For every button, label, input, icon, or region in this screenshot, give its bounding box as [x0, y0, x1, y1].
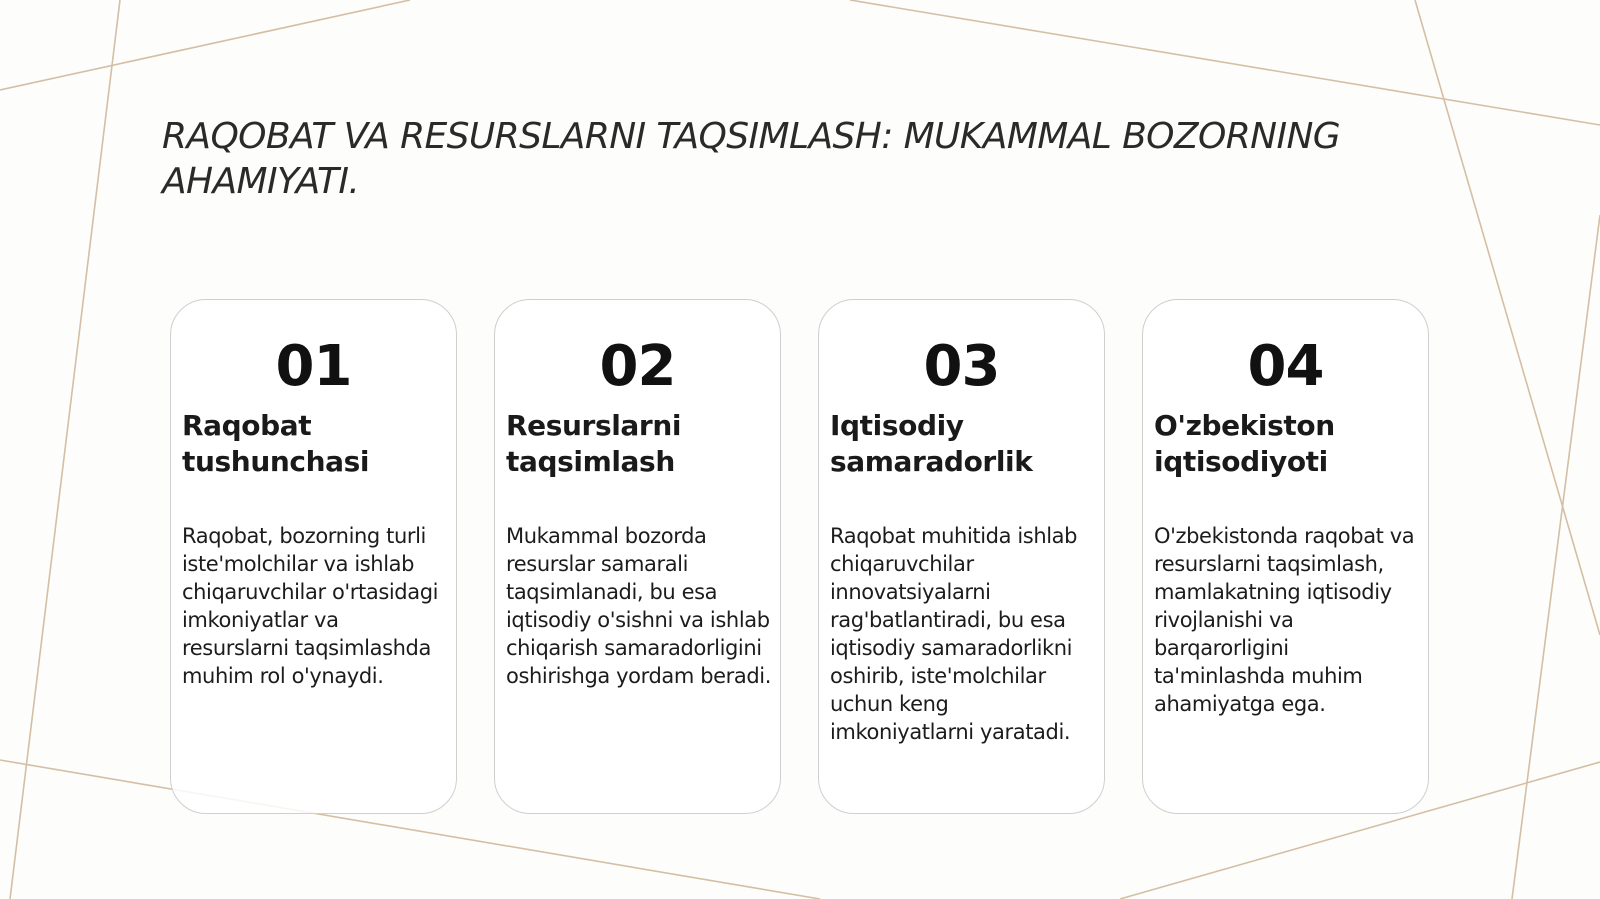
deco-line: [1415, 0, 1600, 635]
card-heading: O'zbekiston iqtisodiyoti: [1154, 409, 1335, 478]
card-body: Raqobat, bozorning turli iste'molchilar va ishlab chiqaruvchilar o'rtasidagi imkoniyatlar va resurslarni taqsimlashda muhim rol o'ynaydi.: [182, 524, 439, 688]
card-number: 01: [275, 334, 352, 399]
deco-line: [1512, 215, 1600, 899]
card-body: Raqobat muhitida ishlab chiqaruvchilar innovatsiyalarni rag'batlantiradi, bu esa iqtisodiy samaradorlikni oshirib, iste'molchilar uchun keng imkoniyatlarni yaratadi.: [830, 524, 1078, 744]
card-heading: Iqtisodiy samaradorlik: [830, 409, 1033, 478]
card-raqobat-tushunchasi: [170, 299, 457, 814]
card-number: 02: [599, 334, 676, 399]
card-body: O'zbekistonda raqobat va resurslarni taqsimlash, mamlakatning iqtisodiy rivojlanishi va barqarorligini ta'minlashda muhim ahamiyatga ega.: [1154, 524, 1415, 716]
card-number: 03: [923, 334, 1000, 399]
card-resurslarni-taqsimlash: [494, 299, 781, 814]
slide-title: RAQOBAT VA RESURSLARNI TAQSIMLASH: MUKAMMAL BOZORNING AHAMIYATI.: [162, 116, 1341, 202]
card-ozbekiston-iqtisodiyoti: [1142, 299, 1429, 814]
card-number: 04: [1247, 334, 1324, 399]
card-heading: Raqobat tushunchasi: [182, 409, 370, 478]
card-body: Mukammal bozorda resurslar samarali taqsimlanadi, bu esa iqtisodiy o'sishni va ishlab chiqarish samaradorligini oshirishga yordam beradi.: [506, 524, 771, 688]
deco-line: [850, 0, 1600, 125]
card-iqtisodiy-samaradorlik: [818, 299, 1105, 814]
deco-line: [0, 0, 410, 90]
card-heading: Resurslarni taqsimlash: [506, 409, 682, 478]
